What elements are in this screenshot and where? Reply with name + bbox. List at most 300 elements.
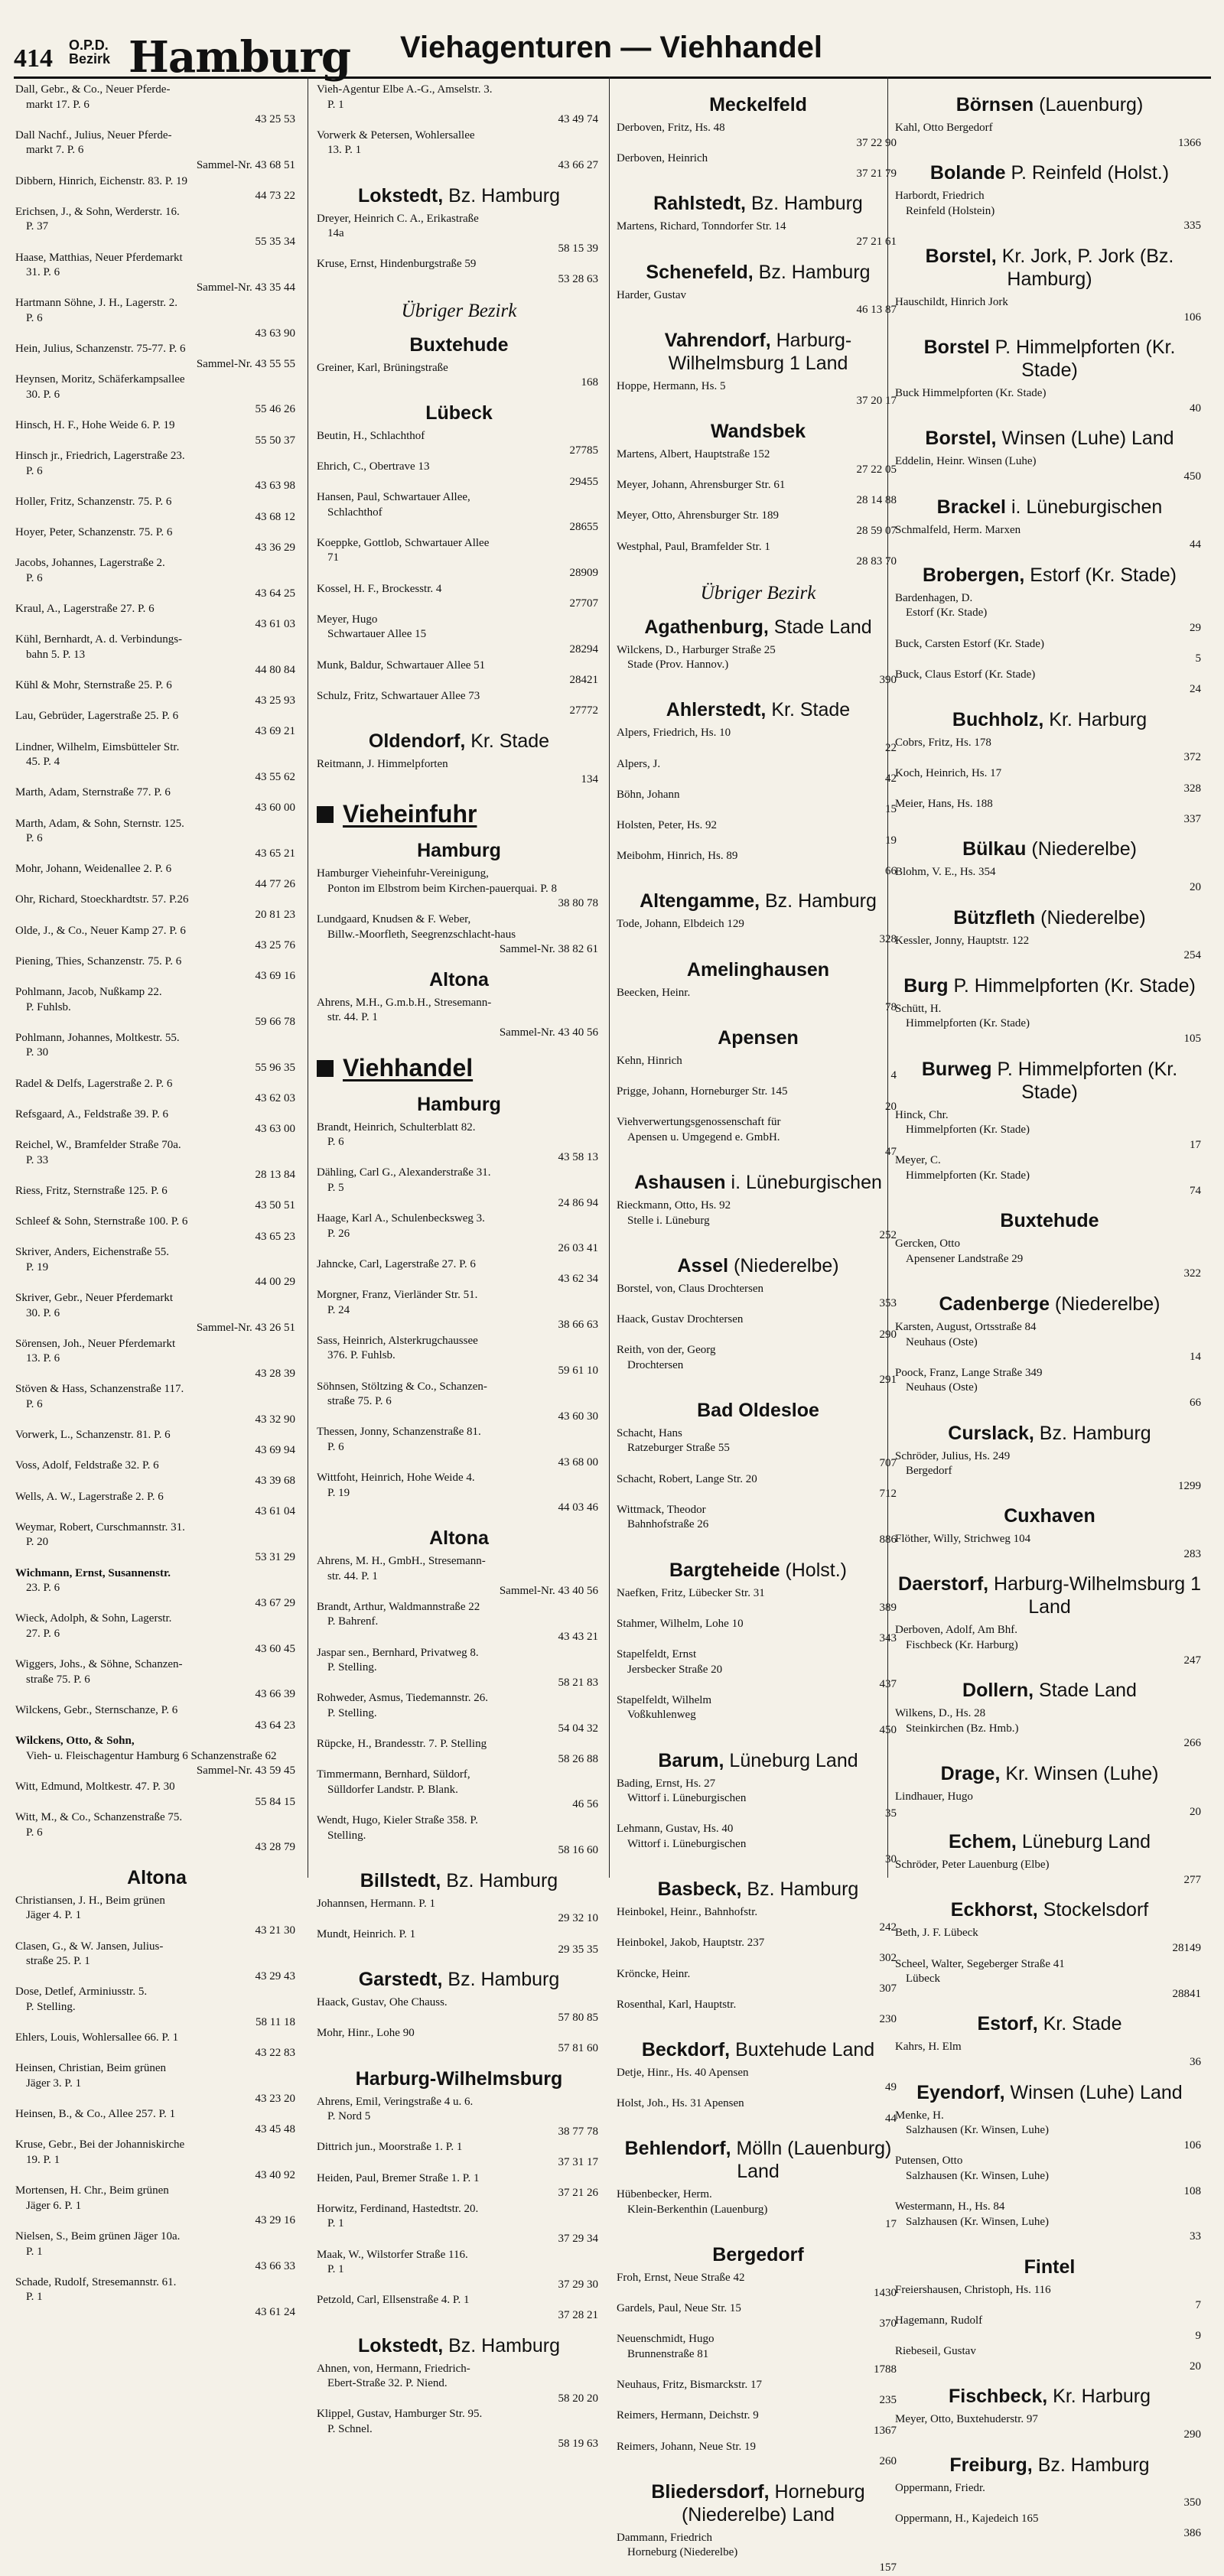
listing-entry	[617, 1617, 900, 1647]
listing-name: Blohm, V. E., Hs. 354	[895, 866, 996, 879]
listing-entry	[895, 1237, 1204, 1282]
listing-name: Erichsen, J., & Sohn, Werderstr. 16.	[15, 205, 180, 218]
listing-name: Stapelfeldt, Ernst	[617, 1648, 697, 1660]
listing-entry	[895, 1532, 1204, 1562]
listing-name: Dall, Gebr., & Co., Neuer Pferde-	[15, 83, 171, 96]
listing-name: Ohr, Richard, Stoeckhardtstr. 57. P.26	[15, 893, 189, 906]
listing-entry	[317, 1425, 601, 1470]
locality-heading	[617, 1878, 900, 1901]
phone-number: 43 50 51	[255, 1199, 295, 1212]
phone-number: 43 60 00	[255, 801, 295, 814]
listing-name: Hagemann, Rudolf	[895, 2314, 983, 2327]
phone-number: 242	[879, 1921, 897, 1934]
listing-detail: P. 6	[26, 1398, 43, 1411]
phone-number: 24	[1190, 683, 1201, 696]
listing-entry	[617, 2187, 900, 2233]
locality-qualifier: Stade Land	[1034, 1680, 1137, 1702]
phone-number: 105	[1183, 1033, 1201, 1045]
phone-number: 53 31 29	[255, 1551, 295, 1563]
phone-number: 43 66 27	[558, 158, 598, 171]
listing-entry	[15, 924, 298, 954]
locality-qualifier: i. Lüneburgischen	[725, 1171, 882, 1193]
listing-entry	[895, 295, 1204, 325]
phone-number: 43 68 12	[255, 510, 295, 523]
listing-entry	[895, 2412, 1204, 2442]
listing-entry	[317, 2202, 601, 2247]
listing-entry	[895, 1790, 1204, 1820]
listing-name: Holler, Fritz, Schanzenstr. 75. P. 6	[15, 496, 172, 509]
listing-entry	[895, 668, 1204, 698]
locality-heading	[895, 1679, 1204, 1702]
listing-detail: Horneburg (Niederelbe)	[627, 2546, 738, 2559]
listing-entry	[15, 1382, 298, 1427]
phone-number: 43 43 21	[558, 1630, 598, 1643]
listing-entry	[617, 478, 900, 508]
listing-entry	[15, 1703, 298, 1733]
listing-detail: P. 6	[26, 1826, 43, 1839]
listing-entry	[617, 1967, 900, 1997]
listing-detail: 13. P. 1	[327, 144, 362, 157]
locality-name: Behlendorf,	[624, 2138, 731, 2160]
locality-heading	[895, 2454, 1204, 2477]
phone-number: 390	[879, 673, 897, 686]
listing-entry	[895, 1002, 1204, 1047]
listing-entry	[617, 1472, 900, 1502]
listing-name: Lau, Gebrüder, Lagerstraße 25. P. 6	[15, 710, 179, 723]
listing-name: Kröncke, Heinr.	[617, 1967, 691, 1980]
locality-heading	[617, 1254, 900, 1277]
listing-entry	[617, 540, 900, 570]
listing-entry	[895, 1320, 1204, 1365]
locality-heading	[895, 1573, 1204, 1618]
listing-name: Heinsen, Christian, Beim grünen	[15, 2062, 167, 2075]
phone-number: 43 58 13	[558, 1150, 598, 1163]
locality-qualifier: P. Himmelpforten (Kr. Stade)	[989, 337, 1176, 382]
listing-detail: 45. P. 4	[26, 756, 60, 769]
listing-name: Stapelfeldt, Wilhelm	[617, 1693, 712, 1706]
listing-detail: Schlachthof	[327, 506, 382, 519]
phone-number: 49	[885, 2081, 897, 2094]
locality-name: Buchholz,	[952, 708, 1044, 730]
locality-name: Drage,	[940, 1763, 1001, 1785]
listing-name: Reimers, Hermann, Deichstr. 9	[617, 2409, 759, 2422]
phone-number: 9	[1195, 2329, 1201, 2342]
listing-entry	[15, 2184, 298, 2229]
listing-name: Wilkens, D., Hs. 28	[895, 1707, 986, 1720]
phone-number: 27772	[569, 704, 598, 717]
listing-entry	[15, 740, 298, 785]
listing-name: Vieh-Agentur Elbe A.-G., Amselstr. 3.	[317, 83, 493, 96]
listing-name: Nielsen, S., Beim grünen Jäger 10a.	[15, 2230, 181, 2243]
locality-heading	[617, 1749, 900, 1772]
locality-qualifier: P. Himmelpforten (Kr. Stade)	[948, 974, 1196, 997]
locality-qualifier: Bz. Hamburg	[741, 1878, 859, 1901]
listing-name: Schröder, Julius, Hs. 249	[895, 1449, 1011, 1462]
locality-name: Eckhorst,	[950, 1899, 1038, 1921]
listing-name: Söhnsen, Stöltzing & Co., Schanzen-	[317, 1380, 487, 1393]
listing-entry	[15, 1566, 298, 1612]
listing-name: Martens, Albert, Hauptstraße 152	[617, 447, 770, 460]
listing-entry	[895, 2040, 1204, 2070]
listing-name: Skriver, Anders, Eichenstraße 55.	[15, 1246, 170, 1259]
phone-number: 43 62 34	[558, 1273, 598, 1286]
listing-entry	[317, 1691, 601, 1736]
locality-name: Brobergen,	[922, 564, 1025, 586]
listing-name: Hoppe, Hermann, Hs. 5	[617, 379, 726, 392]
phone-number: 712	[879, 1488, 897, 1501]
listing-entry	[617, 726, 900, 756]
listing-name: Munk, Baldur, Schwartauer Allee 51	[317, 659, 486, 672]
listing-entry	[317, 1897, 601, 1927]
listing-detail: P. 1	[26, 2291, 43, 2304]
listing-detail: Ponton im Elbstrom beim Kirchen-pauerquai. P. 8	[327, 882, 557, 895]
listing-entry	[317, 757, 601, 787]
locality-qualifier: P. Reinfeld (Holst.)	[1005, 162, 1170, 184]
listing-name: Vorwerk, L., Schanzenstr. 81. P. 6	[15, 1429, 171, 1442]
listing-name: Riebeseil, Gustav	[895, 2345, 976, 2358]
listing-detail: Drochtersen	[627, 1358, 684, 1371]
listing-detail: P. 33	[26, 1153, 49, 1166]
phone-number: 58 15 39	[558, 242, 598, 255]
locality-heading: Buxtehude	[1000, 1210, 1099, 1232]
locality-name: Brackel	[936, 496, 1007, 518]
listing-entry	[317, 1646, 601, 1691]
listing-entry	[617, 849, 900, 879]
listing-entry	[15, 1428, 298, 1458]
listing-detail: Salzhausen (Kr. Winsen, Luhe)	[906, 2215, 1049, 2228]
listing-detail: 71	[327, 551, 339, 564]
locality-qualifier: Kr. Harburg	[1043, 708, 1148, 730]
phone-number: 283	[1183, 1547, 1201, 1560]
listing-name: Hübenbecker, Herm.	[617, 2188, 712, 2201]
listing-entry	[617, 2378, 900, 2408]
listing-entry	[617, 2408, 900, 2438]
listing-detail: Stade (Prov. Hannov.)	[627, 659, 729, 672]
locality-name: Eyendorf,	[916, 2081, 1005, 2103]
listing-entry	[617, 1693, 900, 1738]
listing-detail: P. 26	[327, 1227, 350, 1240]
listing-name: Dammann, Friedrich	[617, 2531, 712, 2544]
phone-number: 386	[1183, 2527, 1201, 2540]
listing-entry	[317, 1995, 601, 2025]
listing-detail: P. Fuhlsb.	[26, 1000, 71, 1013]
listing-detail: P. 6	[26, 572, 43, 584]
listing-detail: Billw.-Moorfleth, Seegrenzschlacht-haus	[327, 928, 516, 941]
listing-entry	[15, 1521, 298, 1566]
listing-detail: straße 75. P. 6	[26, 1673, 90, 1686]
locality-name: Oldendorf,	[368, 730, 466, 752]
locality-name: Ashausen	[634, 1171, 726, 1193]
listing-name: Pohlmann, Johannes, Moltkestr. 55.	[15, 1031, 180, 1044]
listing-name: Böhn, Johann	[617, 788, 680, 801]
listing-entry	[15, 174, 298, 204]
listing-name: Marth, Adam, Sternstraße 77. P. 6	[15, 786, 171, 799]
locality-heading: Hamburg	[417, 840, 501, 862]
phone-number: 38 80 78	[558, 897, 598, 910]
locality-heading	[895, 1898, 1204, 1921]
phone-number: 43 69 16	[255, 970, 295, 983]
listing-entry	[15, 985, 298, 1030]
listing-name: Gardels, Paul, Neue Str. 15	[617, 2302, 741, 2315]
listing-name: Hinsch jr., Friedrich, Lagerstraße 23.	[15, 450, 185, 463]
locality-name: Cadenberge	[939, 1293, 1050, 1315]
locality-qualifier: Mölln (Lauenburg) Land	[731, 2138, 892, 2183]
listing-name: Kahl, Otto Bergedorf	[895, 122, 993, 134]
listing-entry	[317, 1257, 601, 1287]
listing-name: Hamburger Vieheinfuhr-Vereinigung,	[317, 867, 489, 880]
phone-number: 43 68 00	[558, 1456, 598, 1469]
listing-name: Clasen, G., & W. Jansen, Julius-	[15, 1940, 164, 1953]
locality-heading	[895, 1762, 1204, 1785]
listing-name: Hauschildt, Hinrich Jork	[895, 295, 1008, 308]
phone-number: 40	[1190, 402, 1201, 415]
phone-number: 43 69 21	[255, 724, 295, 737]
listing-entry	[317, 2248, 601, 2293]
listing-entry	[617, 2531, 900, 2576]
listing-detail: str. 44. P. 1	[327, 1011, 378, 1024]
listing-entry	[617, 121, 900, 151]
listing-entry	[895, 454, 1204, 484]
listing-name: Holst, Joh., Hs. 31 Apensen	[617, 2097, 744, 2110]
phone-number: 38 66 63	[558, 1319, 598, 1332]
phone-number: 66	[885, 864, 897, 877]
listing-name: Meyer, Johann, Ahrensburger Str. 61	[617, 479, 786, 492]
listing-entry	[895, 1623, 1204, 1668]
listing-entry	[617, 1998, 900, 2028]
phone-number: 1367	[874, 2424, 897, 2437]
phone-number: 15	[885, 803, 897, 816]
listing-name: Viehverwertungsgenossenschaft für	[617, 1116, 781, 1129]
locality-heading	[895, 974, 1204, 997]
listing-detail: Apensener Landstraße 29	[906, 1252, 1024, 1265]
listing-name: Ahnen, von, Hermann, Friedrich-	[317, 2362, 470, 2375]
locality-heading	[617, 1171, 900, 1194]
locality-heading	[617, 2038, 900, 2061]
phone-number: 252	[879, 1229, 897, 1242]
listing-name: Morgner, Franz, Vierländer Str. 51.	[317, 1289, 478, 1302]
listing-detail: P. Stelling.	[327, 1706, 377, 1719]
listing-entry	[15, 251, 298, 296]
listing-name: Lindhauer, Hugo	[895, 1791, 973, 1804]
listing-name: Westermann, H., Hs. 84	[895, 2200, 1005, 2213]
listing-entry	[15, 1337, 298, 1382]
phone-number: 290	[879, 1328, 897, 1341]
listing-name: Witt, M., & Co., Schanzenstraße 75.	[15, 1811, 183, 1824]
phone-number: 157	[879, 2561, 897, 2574]
phone-number: 66	[1190, 1396, 1201, 1409]
phone-number: 328	[1183, 782, 1201, 795]
phone-number: 43 25 93	[255, 694, 295, 707]
listing-detail: P. Stelling.	[26, 2001, 76, 2014]
listing-name: Hoyer, Peter, Schanzenstr. 75. P. 6	[15, 526, 173, 539]
listing-entry	[895, 2344, 1204, 2374]
locality-qualifier: (Niederelbe)	[1049, 1293, 1161, 1315]
phone-number: 47	[885, 1146, 897, 1159]
listing-name: Ahrens, M. H., GmbH., Stresemann-	[317, 1554, 486, 1567]
phone-number: 55 96 35	[255, 1062, 295, 1074]
listing-detail: P. 6	[26, 311, 43, 324]
listing-entry	[317, 2293, 601, 2323]
district-label	[69, 38, 110, 66]
phone-number: 55 46 26	[255, 403, 295, 416]
phone-number: 20	[1190, 881, 1201, 894]
listing-entry	[617, 2332, 900, 2377]
listing-detail: Ratzeburger Straße 55	[627, 1442, 730, 1455]
phone-number: 43 23 20	[255, 2092, 295, 2105]
listing-name: Marth, Adam, & Sohn, Sternstr. 125.	[15, 817, 184, 830]
phone-number: 43 64 23	[255, 1719, 295, 1732]
listing-entry	[895, 2109, 1204, 2154]
listing-entry	[15, 2031, 298, 2060]
listing-detail: str. 44. P. 1	[327, 1569, 378, 1582]
locality-name: Basbeck,	[657, 1878, 742, 1901]
locality-heading	[895, 906, 1204, 929]
listing-entry	[15, 709, 298, 739]
locality-qualifier: Bz. Hamburg	[443, 2334, 560, 2356]
listing-name: Lundgaard, Knudsen & F. Weber,	[317, 912, 471, 925]
listing-name: Schmalfeld, Herm. Marxen	[895, 523, 1021, 536]
listing-entry	[895, 1858, 1204, 1888]
listing-name: Dose, Detlef, Arminiusstr. 5.	[15, 1986, 148, 1999]
listing-entry	[15, 1985, 298, 2030]
listing-name: Koch, Heinrich, Hs. 17	[895, 767, 1002, 780]
phone-number: 44	[885, 2112, 897, 2125]
locality-heading	[895, 2385, 1204, 2408]
listing-entry	[15, 785, 298, 815]
listing-name: Sörensen, Joh., Neuer Pferdemarkt	[15, 1337, 176, 1350]
locality-heading	[895, 708, 1204, 731]
phone-number: 27707	[569, 597, 598, 610]
listing-name: Ahrens, Emil, Veringstraße 4 u. 6.	[317, 2095, 474, 2108]
listing-entry	[617, 1282, 900, 1312]
locality-qualifier: Bz. Hamburg	[441, 1869, 558, 1891]
listing-detail: Salzhausen (Kr. Winsen, Luhe)	[906, 2169, 1049, 2182]
listing-name: Timmermann, Bernhard, Süldorf,	[317, 1768, 470, 1781]
listing-name: Kahrs, H. Elm	[895, 2041, 962, 2054]
listing-entry	[317, 1768, 601, 1813]
phone-number: 43 61 04	[255, 1505, 295, 1518]
phone-number: 43 45 48	[255, 2122, 295, 2135]
listing-entry	[15, 372, 298, 418]
section-title: Vieheinfuhr	[343, 800, 477, 828]
section-square-icon	[317, 1060, 334, 1077]
listing-entry	[317, 212, 601, 257]
listing-entry	[895, 2200, 1204, 2245]
locality-qualifier: Kr. Stade	[465, 730, 550, 752]
locality-name: Agathenburg,	[644, 616, 769, 638]
column-2	[317, 83, 601, 2451]
listing-name: Kruse, Gebr., Bei der Johanniskirche	[15, 2139, 185, 2152]
listing-name: Dall Nachf., Julius, Neuer Pferde-	[15, 128, 172, 141]
locality-name: Barum,	[658, 1749, 724, 1771]
locality-qualifier: Kr. Winsen (Luhe)	[1000, 1763, 1159, 1785]
listing-detail: P. 6	[327, 1441, 344, 1453]
phone-number: 43 62 03	[255, 1092, 295, 1105]
listing-detail: Schwartauer Allee 15	[327, 628, 427, 641]
listing-detail: Fischbeck (Kr. Harburg)	[906, 1639, 1018, 1652]
phone-number: 260	[879, 2455, 897, 2468]
listing-entry	[15, 1138, 298, 1183]
listing-name: Rieckmann, Otto, Hs. 92	[617, 1199, 731, 1212]
locality-heading	[317, 2334, 601, 2357]
listing-entry	[895, 1108, 1204, 1153]
listing-name: Derboven, Fritz, Hs. 48	[617, 122, 725, 134]
listing-name: Holsten, Peter, Hs. 92	[617, 819, 718, 832]
listing-name: Brandt, Arthur, Waldmannstraße 22	[317, 1600, 480, 1613]
locality-heading	[617, 698, 900, 721]
listing-name: Beth, J. F. Lübeck	[895, 1927, 978, 1940]
locality-qualifier: P. Himmelpforten (Kr. Stade)	[991, 1058, 1178, 1103]
phone-number: 328	[879, 933, 897, 945]
phone-number: 43 22 83	[255, 2046, 295, 2059]
phone-number: 44 03 46	[558, 1501, 598, 1514]
listing-name: Sass, Heinrich, Alsterkrugchaussee	[317, 1334, 478, 1347]
phone-number: 29455	[569, 475, 598, 488]
locality-name: Bolande	[929, 162, 1006, 184]
listing-name: Rüpcke, H., Brandesstr. 7. P. Stelling	[317, 1738, 487, 1751]
listing-entry	[317, 1380, 601, 1425]
listing-entry	[895, 797, 1204, 827]
listing-name: Witt, Edmund, Moltkestr. 47. P. 30	[15, 1780, 175, 1793]
phone-number: 1788	[874, 2363, 897, 2376]
listing-entry	[15, 2061, 298, 2106]
phone-number: 43 29 16	[255, 2214, 295, 2227]
locality-heading	[895, 2081, 1204, 2104]
listing-entry	[617, 1777, 900, 1822]
listing-entry	[317, 257, 601, 287]
listing-detail: Apensen u. Umgegend e. GmbH.	[627, 1130, 780, 1143]
listing-entry	[15, 205, 298, 250]
locality-heading: Bad Oldesloe	[697, 1399, 819, 1421]
phone-number: 322	[1183, 1267, 1201, 1280]
listing-name: Jacobs, Johannes, Lagerstraße 2.	[15, 557, 165, 570]
listing-entry	[15, 602, 298, 632]
listing-entry	[617, 643, 900, 688]
locality-name: Assel	[677, 1254, 729, 1277]
phone-number: 58 26 88	[558, 1752, 598, 1765]
listing-name: Skriver, Gebr., Neuer Pferdemarkt	[15, 1291, 173, 1304]
locality-qualifier: (Holst.)	[780, 1559, 847, 1581]
listing-name: Meibohm, Hinrich, Hs. 89	[617, 850, 738, 863]
listing-name: Bading, Ernst, Hs. 27	[617, 1777, 716, 1790]
phone-number: 46 13 87	[856, 304, 897, 317]
listing-name: Pohlmann, Jacob, Nußkamp 22.	[15, 986, 162, 999]
listing-name: Schade, Rudolf, Stresemannstr. 61.	[15, 2275, 177, 2288]
phone-number: 43 29 43	[255, 1969, 295, 1982]
listing-name: Jaspar sen., Bernhard, Privatweg 8.	[317, 1646, 479, 1659]
listing-name: Hein, Julius, Schanzenstr. 75-77. P. 6	[15, 343, 186, 356]
locality-name: Borstel,	[925, 245, 997, 267]
listing-name: Vorwerk & Petersen, Wohlersallee	[317, 128, 475, 141]
listing-entry	[895, 386, 1204, 416]
listing-name: Scheel, Walter, Segeberger Straße 41	[895, 1957, 1065, 1970]
listing-name: Kraul, A., Lagerstraße 27. P. 6	[15, 603, 155, 616]
phone-number: 19	[885, 834, 897, 847]
listing-name: Neuhaus, Fritz, Bismarckstr. 17	[617, 2379, 762, 2392]
phone-number: 277	[1183, 1873, 1201, 1886]
listing-detail: markt 7. P. 6	[26, 144, 84, 157]
column-1	[15, 83, 298, 2318]
listing-name: Maak, W., Wilstorfer Straße 116.	[317, 2248, 468, 2261]
locality-qualifier: Stade Land	[768, 616, 872, 638]
phone-number: 43 66 33	[255, 2260, 295, 2273]
region-heading: Übriger Bezirk	[700, 582, 816, 603]
listing-name: Dittrich jun., Moorstraße 1. P. 1	[317, 2141, 463, 2154]
listing-entry	[15, 296, 298, 341]
phone-number: 37 21 26	[558, 2187, 598, 2200]
locality-heading: Hamburg	[417, 1093, 501, 1115]
phone-number: 28 59 07	[856, 524, 897, 537]
